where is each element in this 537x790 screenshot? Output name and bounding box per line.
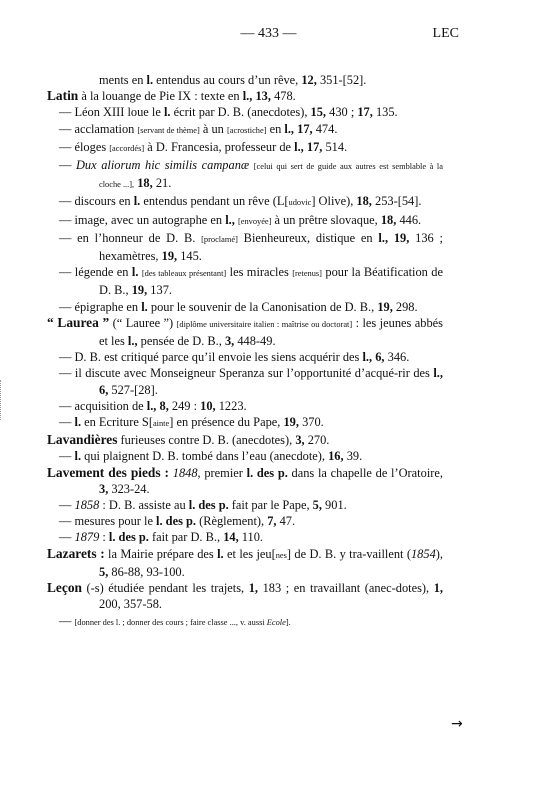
entry-text: ] en présence du Pape, [169, 415, 284, 430]
entry-text: 323-24. [108, 481, 150, 496]
entry-text: — en l’honneur de D. B. [59, 230, 202, 245]
index-subentry [47, 613, 443, 631]
entry-text: à un [199, 121, 227, 136]
reference: l., [146, 398, 157, 413]
reference: 5, [312, 498, 322, 513]
entry-text: qui plaignent D. B. tombé dans l’eau (anecdote), [81, 449, 329, 464]
gloss-note: ainte [152, 419, 170, 429]
index-subentry [47, 230, 443, 264]
reference: l., [378, 230, 389, 245]
reference: 3, [295, 433, 305, 448]
entry-text: à la louange de Pie IX : texte en [78, 89, 243, 104]
entry-text: 1858 [74, 498, 100, 513]
reference: 19, [161, 249, 178, 264]
entry-text: ] de D. B. y tra-vaillent ( [286, 546, 411, 561]
entry-text: et les jeu[ [223, 546, 276, 561]
entry-text: 1223. [215, 398, 247, 413]
reference: 10, [200, 398, 216, 413]
entry-text: 478. [270, 89, 296, 104]
entry-text: 1854 [410, 546, 436, 561]
gloss-note: [acrostiche] [226, 125, 267, 135]
headword: Lazarets : [47, 545, 105, 561]
headword: “ Laurea ” [47, 314, 110, 330]
reference: l., [294, 139, 304, 154]
entry-text: — [59, 498, 75, 513]
index-subentry [47, 349, 443, 365]
reference: l., [127, 334, 138, 349]
entry-text: 249 : [168, 398, 201, 413]
entry-text: : D. B. assiste au [99, 498, 189, 513]
entry-text: ] Olive), [311, 194, 357, 209]
entry-text: Dux aliorum hic similis campanæ [75, 158, 250, 173]
entry-text: : les jeunes abbés et les [99, 315, 443, 349]
reference: 1, [248, 581, 259, 596]
reference: 19, [283, 415, 299, 430]
reference: 17, [297, 121, 313, 136]
gloss-note: [celui qui sert de guide aux autres est semblable à la cloche ...], [99, 162, 443, 190]
entry-text: — [59, 449, 75, 464]
index-subentry [47, 193, 443, 211]
entry-text: à un prêtre slovaque, [271, 212, 381, 227]
index-entry-headword [47, 580, 443, 612]
entry-text: en [266, 121, 285, 136]
reference: 19, [377, 299, 393, 314]
entry-text: — il discute avec Monseigneur Speranza sur l’opportunité d’acqué-rir des [59, 366, 434, 381]
reference: 18, [137, 176, 153, 191]
entry-text: — acquisition de [59, 398, 147, 413]
gloss-note: [servant de thème] [137, 125, 200, 135]
entry-text: 370. [298, 415, 324, 430]
index-entry-headword [47, 546, 443, 580]
gloss-note: nes [275, 550, 287, 560]
entry-text: 135. [372, 105, 398, 120]
index-subentry [47, 104, 443, 120]
index-entry-headword [47, 88, 443, 104]
entry-text: : [99, 530, 109, 545]
gloss-note: [des tableaux présentant] [141, 269, 227, 279]
index-subentry [47, 139, 443, 157]
index-subentry [47, 365, 443, 397]
reference: l. des p. [188, 498, 229, 513]
page-header [0, 26, 537, 46]
reference: l., [362, 350, 373, 365]
index-subentry [47, 529, 443, 545]
entry-text: — Léon XIII loue le [59, 105, 164, 120]
entry-text: — [59, 613, 75, 628]
headword: Lavement des pieds : [47, 464, 170, 480]
entry-text: à D. Francesia, professeur de [144, 139, 295, 154]
reference: l. [133, 194, 141, 209]
entry-text: — légende en [59, 265, 132, 280]
gloss-note: [donner des l. ; donner des cours ; faire classe ..., v. aussi [74, 617, 267, 627]
reference: l. [163, 105, 171, 120]
index-subentry [47, 497, 443, 513]
entry-text: dans la chapelle de l’Oratoire, [287, 465, 443, 480]
index-entries [47, 72, 443, 631]
reference: l. des p. [108, 530, 149, 545]
gloss-note: udovic [288, 198, 312, 208]
entry-text: 514. [322, 139, 348, 154]
gloss-note: [retenus] [292, 269, 322, 279]
reference: 18, [380, 212, 397, 227]
entry-text: — D. B. est critiqué parce qu’il envoie les siens acquérir des [59, 350, 363, 365]
reference: 8, [159, 398, 169, 413]
entry-text: — [59, 530, 75, 545]
reference: 13, [255, 89, 271, 104]
entry-text: pour la Béatification de D. B., [99, 265, 443, 298]
reference: l. [146, 73, 154, 87]
entry-text: — épigraphe en [59, 299, 142, 314]
index-subentry [47, 398, 443, 414]
entry-text: 446. [396, 212, 422, 227]
running-head: LEC [432, 26, 459, 41]
entry-text: 298. [392, 299, 418, 314]
reference: 6, [375, 350, 385, 365]
entry-text: 346. [384, 350, 410, 365]
reference: l. des p. [156, 514, 196, 529]
entry-text: 351-[52]. [316, 73, 367, 87]
entry-text: 253-[54]. [371, 194, 422, 209]
entry-text: Bienheureux, distique en [237, 230, 379, 245]
entry-text: 183 ; en travaillant (anec-dotes), [258, 581, 434, 596]
entry-text: (Règlement), [195, 514, 268, 529]
entry-text: 200, 357-58. [99, 597, 162, 612]
reference: 3, [224, 334, 235, 349]
reference: 1, [433, 581, 443, 596]
entry-text: pensée de D. B., [137, 334, 225, 349]
reference: 17, [357, 105, 373, 120]
reference: l. [217, 546, 224, 561]
reference: l. des p. [246, 465, 288, 480]
entry-text: 110. [238, 530, 264, 545]
index-subentry [47, 212, 443, 230]
index-subentry [47, 513, 443, 529]
reference: 15, [310, 105, 327, 120]
index-entry-headword [47, 432, 443, 448]
reference: 19, [131, 283, 148, 298]
reference: l. [74, 415, 82, 430]
reference: 12, [301, 73, 317, 87]
entry-text: les miracles [226, 265, 293, 280]
reference: 16, [328, 449, 344, 464]
entry-text: 145. [177, 249, 202, 264]
entry-text: furieuses contre D. B. (anecdotes), [117, 433, 296, 448]
entry-text: 39. [343, 449, 363, 464]
index-entry-headword [47, 465, 443, 497]
entry-text: 1879 [74, 530, 100, 545]
index-subentry [47, 157, 443, 193]
reference: l., [284, 121, 295, 136]
entry-text: 47. [276, 514, 296, 529]
page-number: — 433 — [240, 26, 297, 41]
margin-marks [0, 380, 4, 420]
entry-text: fait par le Pape, [228, 498, 313, 513]
gloss-note: [diplôme universitaire italien : maîtrise ou doctorat] [176, 319, 353, 329]
entry-text: en Ecriture S[ [81, 415, 153, 430]
reference: 14, [223, 530, 239, 545]
index-subentry [47, 448, 443, 464]
gloss-note: ]. [285, 617, 291, 627]
headword: Latin [47, 88, 79, 104]
index-subentry [47, 264, 443, 298]
entry-text: — discours en [59, 194, 134, 209]
reference: 5, [99, 564, 109, 579]
entry-text: fait par D. B., [148, 530, 224, 545]
entry-text: — acclamation [59, 121, 138, 136]
entry-text: — éloges [59, 139, 110, 154]
entry-text: ments en [99, 73, 147, 87]
entry-text: 21. [152, 176, 172, 191]
entry-text: 430 ; [326, 105, 358, 120]
entry-text: 448-49. [234, 334, 276, 349]
entry-text: 136 ; hexamètres, [99, 230, 443, 264]
entry-text: — [59, 158, 76, 173]
headword: Leçon [47, 580, 82, 596]
continuation-arrow-icon: → [451, 716, 463, 732]
index-subentry [47, 121, 443, 139]
entry-text: entendus pendant un rêve (L[ [140, 194, 289, 209]
reference: l., [225, 212, 235, 227]
entry-text: 527-[28]. [108, 382, 158, 397]
index-entry-headword [47, 315, 443, 349]
index-subentry [47, 299, 443, 315]
gloss-note: [envoyée] [237, 216, 272, 226]
reference: l., [433, 366, 443, 381]
entry-text: 1848, [172, 465, 201, 480]
entry-text: entendus au cours d’un rêve, [153, 73, 302, 87]
reference: 3, [99, 481, 109, 496]
entry-text: pour le souvenir de la Canonisation de D. B., [147, 299, 378, 314]
reference: 6, [99, 382, 109, 397]
reference: 18, [356, 194, 372, 209]
gloss-note: [accordés] [109, 143, 145, 153]
gloss-note: Ecole [266, 617, 286, 627]
reference: l. [131, 265, 139, 280]
entry-text: — [59, 415, 75, 430]
headword: Lavandières [47, 432, 118, 448]
gloss-note: [proclamé] [201, 234, 238, 244]
entry-text: — image, avec un autographe en [59, 212, 226, 227]
reference: l. [141, 299, 148, 314]
entry-text: premier [200, 465, 247, 480]
entry-text: 901. [321, 498, 347, 513]
index-entry-continuation [47, 72, 443, 88]
entry-text: 137. [147, 283, 172, 298]
entry-text: 86-88, 93-100. [108, 564, 185, 579]
entry-text: (-s) étudiée pendant les trajets, [81, 581, 249, 596]
entry-text: — mesures pour le [59, 514, 157, 529]
reference: 19, [393, 230, 410, 245]
reference: 7, [267, 514, 277, 529]
entry-text: (“ Lauree ”) [109, 315, 177, 330]
entry-text: écrit par D. B. (anecdotes), [170, 105, 311, 120]
reference: 17, [306, 139, 323, 154]
reference: l., [242, 89, 253, 104]
entry-text: ), [435, 546, 443, 561]
index-subentry [47, 414, 443, 432]
entry-text: 270. [304, 433, 330, 448]
entry-text: la Mairie prépare des [104, 546, 218, 561]
entry-text: 474. [312, 121, 338, 136]
reference: l. [74, 449, 82, 464]
